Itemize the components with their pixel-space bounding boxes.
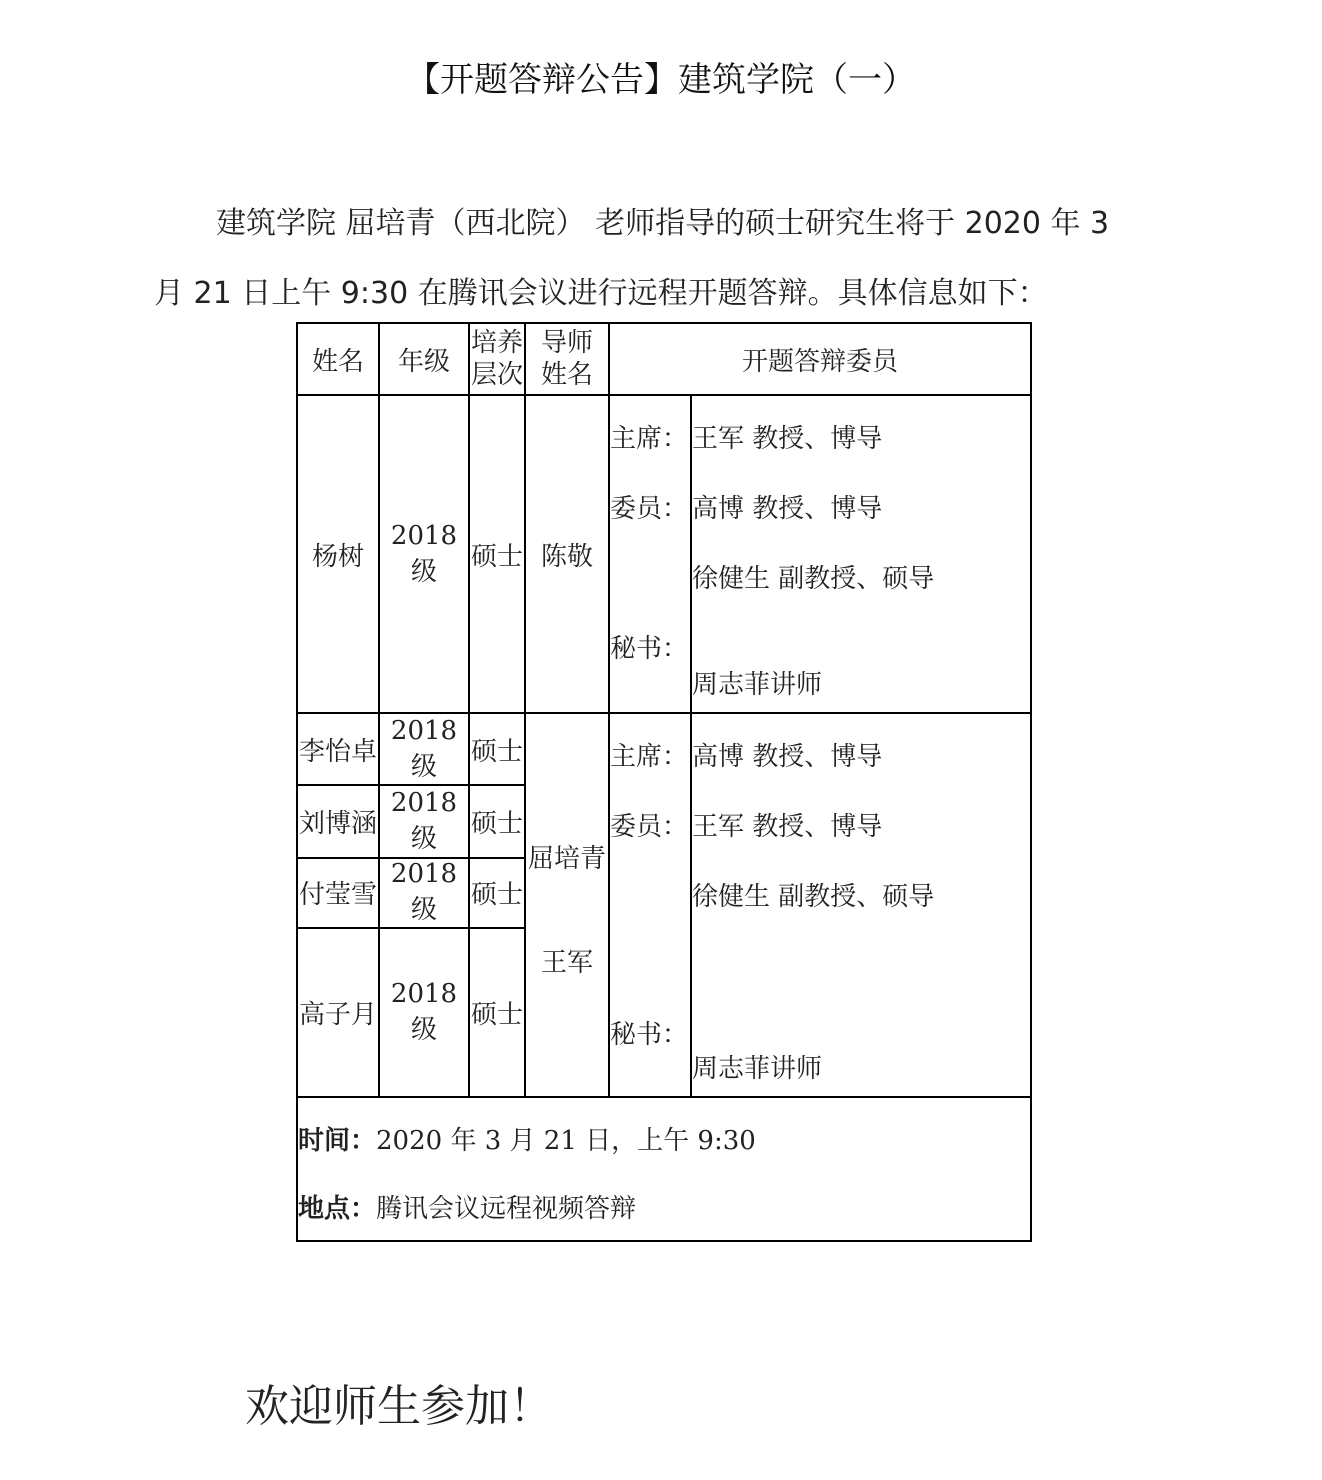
chair-name: 高博 教授、博导 (692, 742, 883, 772)
table-row (297, 713, 1031, 785)
member-label: 委员： (610, 494, 689, 524)
student-level: 硕士 (469, 395, 525, 713)
header-level (469, 323, 525, 395)
chair-label: 主席： (610, 742, 689, 772)
page-title: 【开题答辩公告】建筑学院（一） (406, 60, 916, 100)
header-committee: 开题答辩委员 (609, 323, 1031, 395)
secretary-name: 周志菲讲师 (692, 1054, 823, 1084)
time-line (298, 1120, 756, 1157)
header-advisor-line2: 姓名 (540, 360, 593, 390)
advisor-names (525, 713, 609, 1097)
student-grade: 2018 级 (379, 928, 469, 1097)
header-advisor-line1: 导师 (540, 328, 593, 358)
header-grade: 年级 (379, 323, 469, 395)
chair-name: 王军 教授、博导 (692, 424, 883, 454)
student-grade: 2018 级 (379, 713, 469, 785)
chair-label: 主席： (610, 424, 689, 454)
student-name: 高子月 (297, 928, 379, 1097)
intro-line-1: 建筑学院 屈培青（西北院） 老师指导的硕士研究生将于 2020 年 3 (216, 206, 1110, 241)
member-name-1: 高博 教授、博导 (692, 494, 883, 524)
advisor-name-2: 王军 (540, 948, 593, 978)
time-value: 2020 年 3 月 21 日，上午 9:30 (376, 1126, 756, 1156)
secretary-label: 秘书： (610, 1020, 689, 1050)
intro-line-2: 月 21 日上午 9:30 在腾讯会议进行远程开题答辩。具体信息如下： (154, 276, 1048, 311)
student-name: 刘博涵 (297, 785, 379, 857)
secretary-name: 周志菲讲师 (692, 670, 823, 700)
student-grade: 2018 级 (379, 395, 469, 713)
member-label: 委员： (610, 812, 689, 842)
member-name-1: 王军 教授、博导 (692, 812, 883, 842)
info-cell (297, 1097, 1031, 1241)
student-name: 付莹雪 (297, 858, 379, 928)
committee-role-labels (609, 395, 691, 713)
member-name-2: 徐健生 副教授、硕导 (692, 882, 935, 912)
place-line (298, 1188, 636, 1225)
committee-members (691, 713, 1031, 1097)
info-row (297, 1097, 1031, 1241)
student-level: 硕士 (469, 785, 525, 857)
defense-schedule-table (296, 322, 1032, 1242)
place-value: 腾讯会议远程视频答辩 (376, 1194, 637, 1224)
member-name-2: 徐健生 副教授、硕导 (692, 564, 935, 594)
committee-members (691, 395, 1031, 713)
student-grade: 2018 级 (379, 858, 469, 928)
table-header-row (297, 323, 1031, 395)
secretary-label: 秘书： (610, 634, 689, 664)
student-name: 杨树 (297, 395, 379, 713)
advisor-name-1: 屈培青 (527, 844, 606, 874)
header-name: 姓名 (297, 323, 379, 395)
advisor-name: 陈敬 (525, 395, 609, 713)
student-level: 硕士 (469, 858, 525, 928)
table-row (297, 395, 1031, 713)
closing-text: 欢迎师生参加！ (245, 1381, 553, 1432)
student-level: 硕士 (469, 928, 525, 1097)
header-level-line2: 层次 (470, 360, 523, 390)
student-name: 李怡卓 (297, 713, 379, 785)
time-label: 时间： (298, 1126, 377, 1156)
committee-role-labels (609, 713, 691, 1097)
student-grade: 2018 级 (379, 785, 469, 857)
header-level-line1: 培养 (470, 328, 523, 358)
header-advisor (525, 323, 609, 395)
student-level: 硕士 (469, 713, 525, 785)
place-label: 地点： (298, 1194, 377, 1224)
